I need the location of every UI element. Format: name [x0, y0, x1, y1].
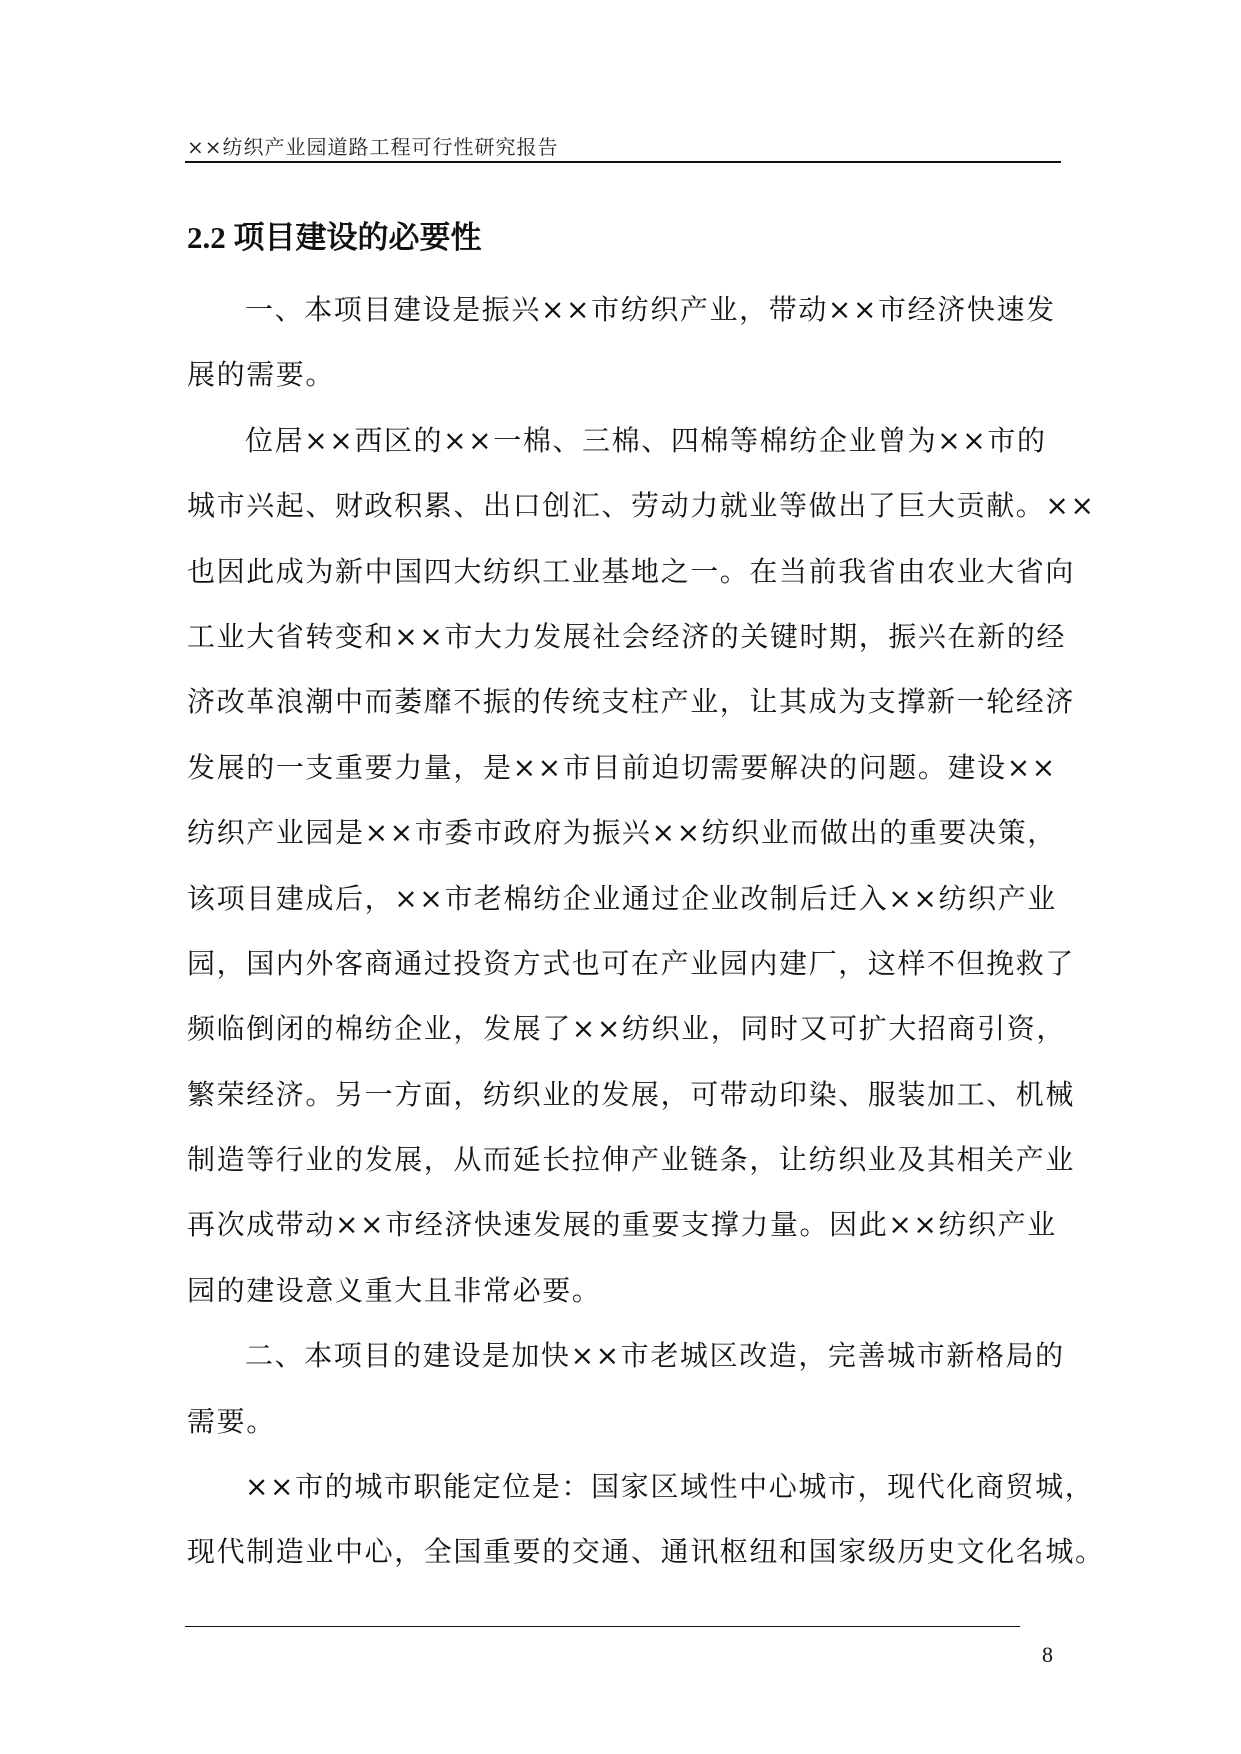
footer-divider — [185, 1626, 1020, 1627]
body-text — [187, 277, 1105, 1585]
paragraph-line: 纺织产业园是××市委市政府为振兴××纺织业而做出的重要决策， — [187, 816, 1057, 850]
paragraph-line: 繁荣经济。另一方面，纺织业的发展，可带动印染、服装加工、机械 — [187, 1077, 1076, 1111]
paragraph-line: 一、本项目建设是振兴××市纺织产业，带动××市经济快速发 — [245, 293, 1056, 326]
paragraph-line: 频临倒闭的棉纺企业，发展了××纺织业，同时又可扩大招商引资， — [187, 1012, 1066, 1046]
paragraph-line: 园，国内外客商通过投资方式也可在产业园内建厂，这样不但挽救了 — [187, 946, 1076, 980]
running-header: ××纺织产业园道路工程可行性研究报告 — [187, 135, 559, 159]
paragraph-line: 园的建设意义重大且非常必要。 — [187, 1273, 602, 1307]
paragraph-line: 再次成带动××市经济快速发展的重要支撑力量。因此××纺织产业 — [187, 1208, 1057, 1242]
paragraph-line: 工业大省转变和××市大力发展社会经济的关键时期，振兴在新的经 — [187, 619, 1066, 653]
paragraph-line: 发展的一支重要力量，是××市目前迫切需要解决的问题。建设×× — [187, 750, 1057, 784]
paragraph-line: 位居××西区的××一棉、三棉、四棉等棉纺企业曾为××市的 — [245, 423, 1047, 457]
section-title: 2.2 项目建设的必要性 — [187, 220, 482, 255]
paragraph-line: ××市的城市职能定位是：国家区域性中心城市，现代化商贸城， — [245, 1470, 1095, 1504]
paragraph-line: 展的需要。 — [187, 358, 336, 392]
header-divider — [185, 161, 1061, 163]
paragraph-line: 二、本项目的建设是加快××市老城区改造，完善城市新格局的 — [245, 1339, 1065, 1373]
paragraph-line: 制造等行业的发展，从而延长拉伸产业链条，让纺织业及其相关产业 — [187, 1143, 1076, 1177]
paragraph-line: 该项目建成后，××市老棉纺企业通过企业改制后迁入××纺织产业 — [187, 881, 1057, 915]
page-number: 8 — [1042, 1642, 1053, 1667]
paragraph-line: 济改革浪潮中而萎靡不振的传统支柱产业，让其成为支撑新一轮经济 — [187, 685, 1076, 719]
paragraph-line: 需要。 — [187, 1404, 276, 1438]
paragraph-line: 城市兴起、财政积累、出口创汇、劳动力就业等做出了巨大贡献。×× — [187, 489, 1096, 523]
paragraph-line: 现代制造业中心，全国重要的交通、通讯枢纽和国家级历史文化名城。 — [187, 1535, 1105, 1569]
paragraph-line: 也因此成为新中国四大纺织工业基地之一。在当前我省由农业大省向 — [187, 554, 1076, 588]
